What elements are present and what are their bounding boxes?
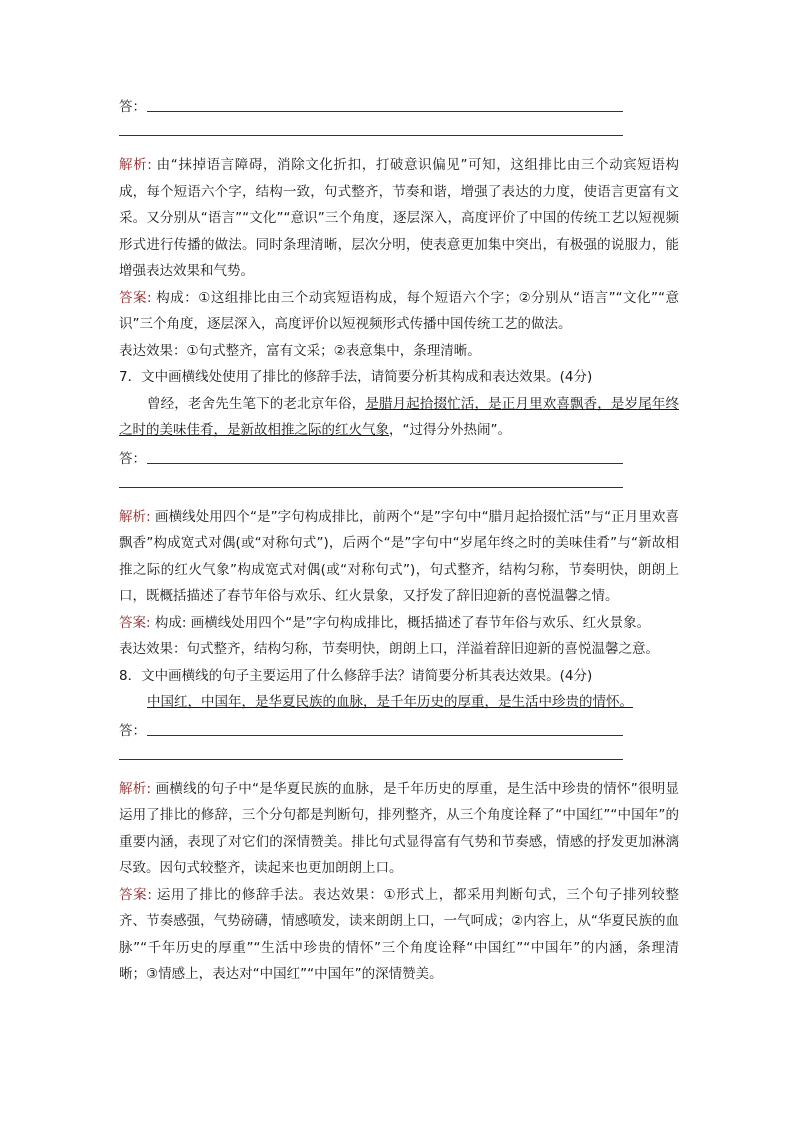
answer-tag: 答案: bbox=[119, 886, 152, 903]
effect-paragraph: 表达效果：①句式整齐，富有文采；②表意集中，条理清晰。 bbox=[119, 342, 481, 359]
answer-label: 答： bbox=[119, 99, 146, 115]
answer-label: 答： bbox=[119, 450, 146, 467]
analysis-paragraph: 解析: 画横线处用四个“是”字句构成排比，前两个“是”字句中“腊月起拾掇忙活”与“正月里欢喜飘香”构成宽式对偶(或“对称句式”)，后两个“是”字句中“岁尾年终之时的美味佳肴”与“新故相推之际的红火气象”构成宽式对偶(或“对称句式”)，句式整齐，结构匀称，节奏明快，朗朗上口，既概括描述了春节年俗与欢乐、红火景象，又抒发了辞旧迎新的喜悦温馨之情。 bbox=[119, 508, 679, 604]
answer-paragraph: 答案: 运用了排比的修辞手法。表达效果：①形式上，都采用判断句式，三个句子排列较整齐、节奏感强，气势磅礴，情感喷发，读来朗朗上口，一气呵成；②内容上，从“华夏民族的血脉”“千年历史的厚重”“生活中珍贵的情怀”三个角度诠释“中国红”“中国年”的内涵，条理清晰；③情感上，表达对“中国红”“中国年”的深情赞美。 bbox=[119, 886, 679, 982]
analysis-tag: 解析: bbox=[119, 780, 152, 797]
passage-7: 曾经，老舍先生笔下的老北京年俗，是腊月起拾掇忙活，是正月里欢喜飘香，是岁尾年终之时的美味佳肴，是新故相推之际的红火气象，“过得分外热闹”。 bbox=[119, 395, 680, 438]
question-8: 8．文中画横线的句子主要运用了什么修辞手法？请简要分析其表达效果。(4分) bbox=[119, 667, 593, 684]
answer-tag: 答案: bbox=[119, 614, 151, 631]
document-page bbox=[119, 92, 679, 988]
answer-paragraph: 答案: 构成: 画横线处用四个“是”字句构成排比，概括描述了春节年俗与欢乐、红火景象。 bbox=[119, 614, 651, 631]
effect-paragraph: 表达效果：句式整齐，结构匀称，节奏明快，朗朗上口，洋溢着辞旧迎新的喜悦温馨之意。 bbox=[119, 641, 659, 657]
answer-label: 答： bbox=[119, 722, 146, 739]
answer-line[interactable] bbox=[119, 444, 679, 470]
underlined-passage: 是腊月起拾掇忙活，是正月里欢喜飘香，是岁尾年终之时的美味佳肴，是新故相推之际的红火气象 bbox=[119, 395, 680, 438]
analysis-paragraph: 解析: 画横线的句子中“是华夏民族的血脉，是千年历史的厚重，是生活中珍贵的情怀”很明显运用了排比的修辞，三个分句都是判断句，排列整齐，从三个角度诠释了“中国红”“中国年”的重要内涵，表现了对它们的深情赞美。排比句式显得富有气势和节奏感，情感的抒发更加淋漓尽致。因句式较整齐，读起来也更加朗朗上口。 bbox=[119, 780, 679, 876]
answer-blank-line[interactable] bbox=[119, 118, 679, 138]
answer-text: 构成：①这组排比由三个动宾短语构成，每个短语六个字；②分别从“语言”“文化”“意识”三个角度，逐层深入，高度评价以短视频形式传播中国传统工艺的做法。 bbox=[119, 289, 679, 332]
answer-blank-line[interactable] bbox=[119, 470, 679, 490]
answer-tag: 答案: bbox=[119, 289, 152, 306]
answer-paragraph bbox=[119, 285, 679, 338]
passage-8 bbox=[119, 689, 679, 716]
analysis-paragraph bbox=[119, 152, 679, 285]
answer-line[interactable] bbox=[119, 716, 679, 742]
underlined-passage: 中国红，中国年，是华夏民族的血脉，是千年历史的厚重，是生活中珍贵的情怀。 bbox=[147, 694, 633, 710]
analysis-text: 由“抹掉语言障碍，消除文化折扣，打破意识偏见”可知，这组排比由三个动宾短语构成，每个短语六个字，结构一致，句式整齐，节奏和谐，增强了表达的力度，使语言更富有文采。又分别从“语言”“文化”“意识”三个角度，逐层深入，高度评价了中国的传统工艺以短视频形式进行传播的做法。同时条理清晰，层次分明，使表意更加集中突出，有极强的说服力，能增强表达效果和气势。 bbox=[119, 157, 679, 279]
answer-blank-line[interactable] bbox=[119, 742, 679, 762]
analysis-tag: 解析: bbox=[119, 508, 151, 525]
answer-line[interactable] bbox=[119, 92, 679, 118]
answer-rule bbox=[147, 111, 623, 112]
question-7: 7．文中画横线处使用了排比的修辞手法，请简要分析其构成和表达效果。(4分) bbox=[119, 369, 593, 385]
analysis-tag: 解析: bbox=[119, 157, 152, 173]
